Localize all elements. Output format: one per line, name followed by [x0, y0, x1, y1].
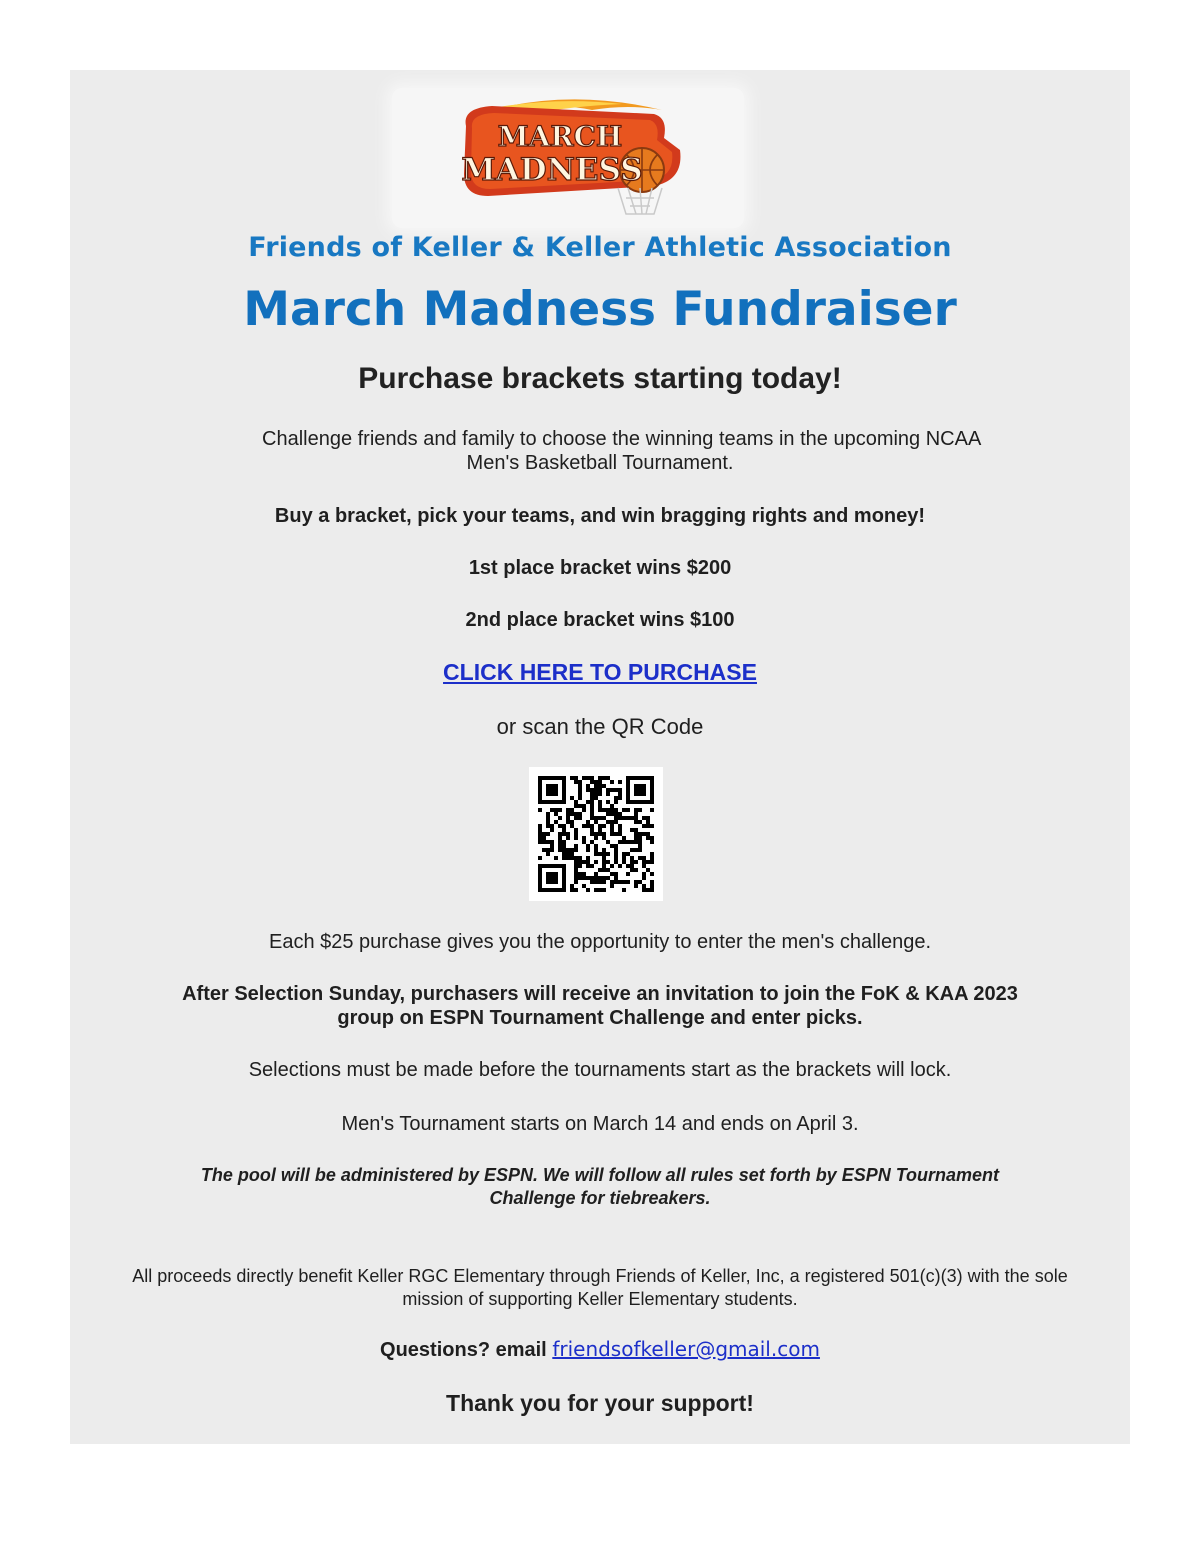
march-madness-logo	[392, 88, 744, 228]
buy-text: Buy a bracket, pick your teams, and win bragging rights and money!	[274, 505, 926, 527]
scan-text: or scan the QR Code	[496, 714, 704, 739]
questions-text: Questions? email	[380, 1339, 547, 1361]
tournament-dates-text: Men's Tournament starts on March 14 and ends on April 3.	[341, 1113, 859, 1135]
questions-line	[70, 1337, 1130, 1362]
after-selection-line2: group on ESPN Tournament Challenge and enter picks.	[337, 1007, 863, 1029]
proceeds-line1: All proceeds directly benefit Keller RGC Elementary through Friends of Keller, Inc, a registered 501(c)(3) with the sole	[132, 1266, 1068, 1286]
selections-text: Selections must be made before the tournaments start as the brackets will lock.	[248, 1059, 952, 1081]
qr-code[interactable]	[529, 767, 663, 901]
each-purchase-text: Each $25 purchase gives you the opportunity to enter the men's challenge.	[268, 931, 932, 953]
purchase-link[interactable]: CLICK HERE TO PURCHASE	[443, 659, 757, 685]
thanks-text: Thank you for your support!	[446, 1390, 754, 1416]
challenge-text-line2: Men's Basketball Tournament.	[466, 452, 734, 474]
page-title: March Madness Fundraiser	[243, 282, 957, 337]
email-link[interactable]: friendsofkeller@gmail.com	[552, 1337, 820, 1361]
after-selection-line1: After Selection Sunday, purchasers will receive an invitation to join the FoK & KAA 2023	[182, 983, 1018, 1005]
pool-rules-line1: The pool will be administered by ESPN. We will follow all rules set forth by ESPN Tournament	[200, 1165, 1000, 1185]
flyer-panel	[70, 70, 1130, 1444]
svg-text:MARCH: MARCH	[497, 120, 623, 153]
proceeds-line2: mission of supporting Keller Elementary students.	[402, 1289, 798, 1309]
org-heading: Friends of Keller & Keller Athletic Association	[248, 232, 952, 263]
first-place-text: 1st place bracket wins $200	[468, 557, 732, 579]
svg-text:MADNESS: MADNESS	[461, 152, 643, 188]
subtitle: Purchase brackets starting today!	[358, 362, 842, 395]
pool-rules-line2: Challenge for tiebreakers.	[489, 1188, 711, 1208]
basketball-hoop-icon	[392, 88, 744, 228]
second-place-text: 2nd place bracket wins $100	[465, 609, 735, 631]
challenge-text-line1: Challenge friends and family to choose the winning teams in the upcoming NCAA	[262, 428, 982, 450]
